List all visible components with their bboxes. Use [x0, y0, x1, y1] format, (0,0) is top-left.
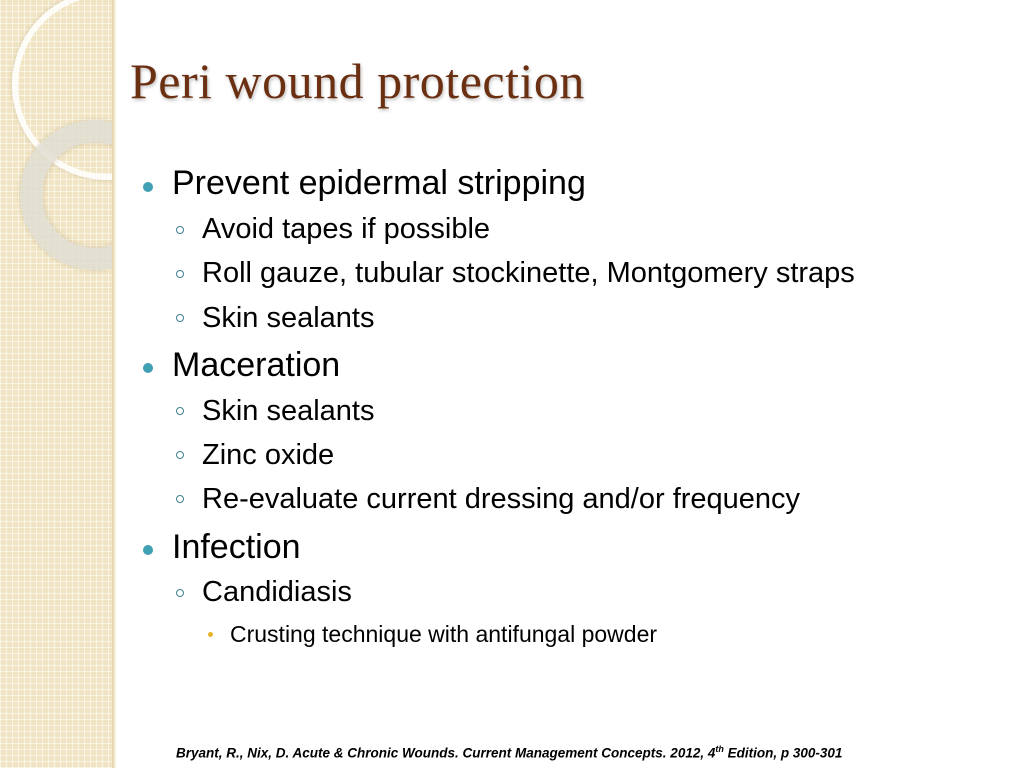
citation-text-end: Edition, p 300-301 — [723, 745, 843, 761]
sub-bullet-ring-icon — [176, 451, 184, 459]
decorative-sidebar — [0, 0, 112, 768]
citation-superscript: th — [715, 744, 724, 754]
sub-bullet-item: Zinc oxide — [202, 439, 335, 471]
bullet-dot-icon — [143, 182, 153, 192]
sub-bullet-item: Roll gauze, tubular stockinette, Montgomery straps — [202, 257, 855, 289]
sub-bullet-ring-icon — [176, 270, 184, 278]
sub-bullet-ring-icon — [176, 495, 184, 503]
sub-sub-bullet-dot-icon — [208, 632, 213, 637]
sub-bullet-item: Re-evaluate current dressing and/or frequency — [202, 483, 801, 515]
bullet-item: Prevent epidermal stripping — [172, 164, 586, 202]
sub-bullet-item: Candidiasis — [202, 576, 352, 608]
slide-title: Peri wound protection — [130, 53, 585, 109]
sidebar-edge — [112, 0, 116, 768]
sub-sub-bullet-item: Crusting technique with antifungal powder — [230, 621, 658, 647]
sub-bullet-item: Avoid tapes if possible — [202, 213, 491, 245]
bullet-dot-icon — [143, 545, 153, 555]
bullet-item: Maceration — [172, 346, 341, 384]
bullet-dot-icon — [143, 363, 153, 373]
sub-bullet-item: Skin sealants — [202, 395, 375, 427]
sub-bullet-ring-icon — [176, 226, 184, 234]
sub-bullet-ring-icon — [176, 407, 184, 415]
sub-bullet-ring-icon — [176, 314, 184, 322]
sub-bullet-ring-icon — [176, 589, 184, 597]
bullet-item: Infection — [172, 528, 301, 566]
citation-text: Bryant, R., Nix, D. Acute & Chronic Wounds. Current Management Concepts. 2012, 4 — [176, 745, 716, 761]
citation — [176, 744, 842, 761]
sub-bullet-item: Skin sealants — [202, 302, 375, 334]
